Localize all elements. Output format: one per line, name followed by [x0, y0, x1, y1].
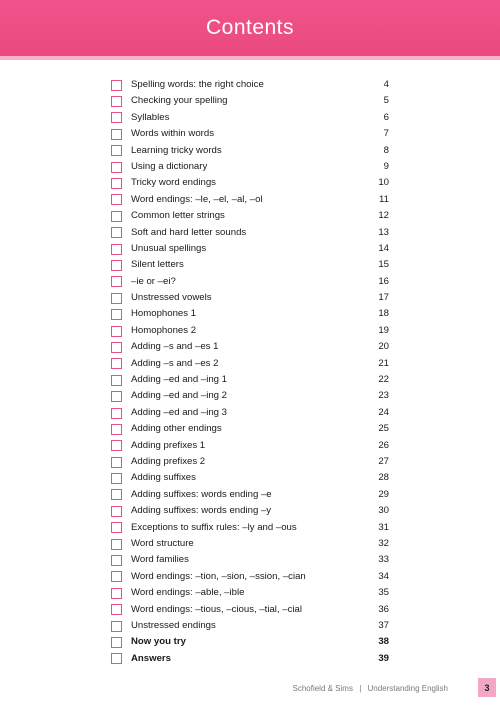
contents-row-label: Unstressed vowels — [131, 292, 212, 304]
contents-row — [111, 388, 389, 404]
contents-row-page: 36 — [378, 603, 389, 615]
contents-row-label: Adding prefixes 2 — [131, 455, 206, 467]
contents-row — [111, 520, 389, 536]
progress-checkbox[interactable] — [111, 96, 122, 107]
contents-row-label: Adding –ed and –ing 2 — [131, 390, 228, 402]
progress-checkbox[interactable] — [111, 326, 122, 337]
contents-row-label: Common letter strings — [131, 210, 225, 222]
progress-checkbox[interactable] — [111, 211, 122, 222]
contents-row-page: 37 — [378, 619, 389, 631]
contents-row-label: Homophones 1 — [131, 308, 197, 320]
progress-checkbox[interactable] — [111, 112, 122, 123]
contents-row-label: Word endings: –tion, –sion, –ssion, –cian — [131, 570, 306, 582]
contents-row — [111, 602, 389, 618]
contents-row — [111, 454, 389, 470]
progress-checkbox[interactable] — [111, 637, 122, 648]
progress-checkbox[interactable] — [111, 80, 122, 91]
page-number-badge: 3 — [478, 678, 496, 697]
contents-row-label: Answers — [131, 652, 171, 664]
contents-row-label: Checking your spelling — [131, 95, 228, 107]
contents-row — [111, 290, 389, 306]
contents-row — [111, 569, 389, 585]
progress-checkbox[interactable] — [111, 604, 122, 615]
progress-checkbox[interactable] — [111, 260, 122, 271]
contents-row — [111, 126, 389, 142]
contents-row-label: Unstressed endings — [131, 619, 216, 631]
contents-row-page: 39 — [378, 652, 389, 664]
contents-row-label: Words within words — [131, 128, 214, 140]
contents-row-label: Word families — [131, 554, 189, 566]
contents-row-label: Adding suffixes: words ending –e — [131, 488, 272, 500]
progress-checkbox[interactable] — [111, 276, 122, 287]
progress-checkbox[interactable] — [111, 342, 122, 353]
progress-checkbox[interactable] — [111, 457, 122, 468]
contents-row-label: –ie or –ei? — [131, 275, 176, 287]
contents-row-page: 25 — [378, 423, 389, 435]
progress-checkbox[interactable] — [111, 588, 122, 599]
contents-row-label: Syllables — [131, 111, 170, 123]
contents-row-label: Unusual spellings — [131, 242, 207, 254]
page-title: Contents — [205, 16, 295, 39]
progress-checkbox[interactable] — [111, 424, 122, 435]
contents-row-page: 32 — [378, 537, 389, 549]
contents-list — [111, 77, 389, 667]
contents-row-label: Adding –s and –es 2 — [131, 357, 219, 369]
contents-row — [111, 634, 389, 650]
contents-row-page: 31 — [378, 521, 389, 533]
contents-row-label: Adding other endings — [131, 423, 222, 435]
contents-row-page: 10 — [378, 177, 389, 189]
progress-checkbox[interactable] — [111, 539, 122, 550]
contents-row-page: 12 — [378, 210, 389, 222]
contents-row — [111, 323, 389, 339]
contents-row-label: Using a dictionary — [131, 160, 208, 172]
contents-row-page: 14 — [378, 242, 389, 254]
publisher-name: Schofield & Sims — [292, 684, 353, 693]
progress-checkbox[interactable] — [111, 522, 122, 533]
contents-row — [111, 421, 389, 437]
contents-row-label: Now you try — [131, 636, 186, 648]
contents-row-label: Adding prefixes 1 — [131, 439, 206, 451]
progress-checkbox[interactable] — [111, 244, 122, 255]
contents-row — [111, 77, 389, 93]
progress-checkbox[interactable] — [111, 194, 122, 205]
contents-row-page: 26 — [378, 439, 389, 451]
contents-row-page: 7 — [383, 128, 389, 140]
contents-row-page: 28 — [378, 472, 389, 484]
contents-row-label: Spelling words: the right choice — [131, 79, 264, 90]
progress-checkbox[interactable] — [111, 227, 122, 238]
contents-row-page: 16 — [378, 275, 389, 287]
progress-checkbox[interactable] — [111, 375, 122, 386]
contents-row-page: 35 — [378, 587, 389, 599]
progress-checkbox[interactable] — [111, 408, 122, 419]
contents-row — [111, 159, 389, 175]
contents-row-page: 22 — [378, 374, 389, 386]
contents-row-page: 23 — [378, 390, 389, 402]
contents-row-label: Soft and hard letter sounds — [131, 226, 247, 238]
contents-row — [111, 552, 389, 568]
contents-row-label: Learning tricky words — [131, 144, 222, 156]
contents-row-page: 11 — [379, 193, 389, 205]
progress-checkbox[interactable] — [111, 506, 122, 517]
contents-row — [111, 372, 389, 388]
contents-row-page: 17 — [378, 292, 389, 304]
contents-row-label: Adding –s and –es 1 — [131, 341, 219, 353]
contents-row-page: 4 — [383, 79, 389, 90]
contents-row-label: Homophones 2 — [131, 324, 197, 336]
contents-row-page: 29 — [378, 488, 389, 500]
progress-checkbox[interactable] — [111, 145, 122, 156]
header-stripe — [0, 56, 500, 60]
contents-row — [111, 356, 389, 372]
contents-row — [111, 339, 389, 355]
contents-row-label: Tricky word endings — [131, 177, 216, 189]
progress-checkbox[interactable] — [111, 293, 122, 304]
contents-row — [111, 225, 389, 241]
contents-row — [111, 651, 389, 667]
contents-row-label: Exceptions to suffix rules: –ly and –ous — [131, 521, 297, 533]
header-banner — [0, 0, 500, 56]
contents-row — [111, 618, 389, 634]
contents-row-page: 27 — [378, 455, 389, 467]
contents-row-label: Word structure — [131, 537, 194, 549]
contents-row — [111, 536, 389, 552]
contents-row — [111, 306, 389, 322]
contents-row — [111, 257, 389, 273]
progress-checkbox[interactable] — [111, 129, 122, 140]
progress-checkbox[interactable] — [111, 162, 122, 173]
contents-row — [111, 110, 389, 126]
contents-row — [111, 470, 389, 486]
contents-row-label: Adding –ed and –ing 1 — [131, 374, 228, 386]
contents-row-label: Word endings: –le, –el, –al, –ol — [131, 193, 263, 205]
contents-row-page: 33 — [378, 554, 389, 566]
contents-row-page: 13 — [378, 226, 389, 238]
footer — [0, 676, 500, 707]
contents-row — [111, 241, 389, 257]
contents-row-label: Word endings: –able, –ible — [131, 587, 245, 599]
contents-row — [111, 405, 389, 421]
contents-row-label: Adding suffixes — [131, 472, 196, 484]
progress-checkbox[interactable] — [111, 621, 122, 632]
contents-row — [111, 487, 389, 503]
contents-row — [111, 274, 389, 290]
progress-checkbox[interactable] — [111, 489, 122, 500]
contents-row-page: 34 — [378, 570, 389, 582]
progress-checkbox[interactable] — [111, 473, 122, 484]
progress-checkbox[interactable] — [111, 440, 122, 451]
footer-separator: | — [359, 684, 362, 693]
contents-row — [111, 192, 389, 208]
contents-row — [111, 503, 389, 519]
contents-row-page: 6 — [383, 111, 389, 123]
contents-row — [111, 175, 389, 191]
progress-checkbox[interactable] — [111, 358, 122, 369]
contents-row — [111, 93, 389, 109]
contents-row-page: 18 — [378, 308, 389, 320]
progress-checkbox[interactable] — [111, 653, 122, 664]
contents-row-label: Adding suffixes: words ending –y — [131, 505, 272, 517]
progress-checkbox[interactable] — [111, 178, 122, 189]
footer-credit — [292, 684, 448, 693]
progress-checkbox[interactable] — [111, 309, 122, 320]
contents-row-page: 8 — [383, 144, 389, 156]
progress-checkbox[interactable] — [111, 391, 122, 402]
contents-row-page: 20 — [378, 341, 389, 353]
contents-row — [111, 143, 389, 159]
contents-row — [111, 438, 389, 454]
contents-row-page: 15 — [378, 259, 389, 271]
contents-row-page: 30 — [378, 505, 389, 517]
contents-row — [111, 585, 389, 601]
contents-row — [111, 208, 389, 224]
progress-checkbox[interactable] — [111, 555, 122, 566]
contents-row-page: 9 — [383, 160, 389, 172]
contents-row-page: 21 — [378, 357, 389, 369]
progress-checkbox[interactable] — [111, 571, 122, 582]
book-title: Understanding English — [367, 684, 448, 693]
contents-row-page: 38 — [378, 636, 389, 648]
contents-row-page: 19 — [378, 324, 389, 336]
contents-row-label: Word endings: –tious, –cious, –tial, –cial — [131, 603, 303, 615]
contents-row-label: Adding –ed and –ing 3 — [131, 406, 228, 418]
contents-row-label: Silent letters — [131, 259, 184, 271]
contents-row-page: 24 — [378, 406, 389, 418]
contents-row-page: 5 — [383, 95, 389, 107]
